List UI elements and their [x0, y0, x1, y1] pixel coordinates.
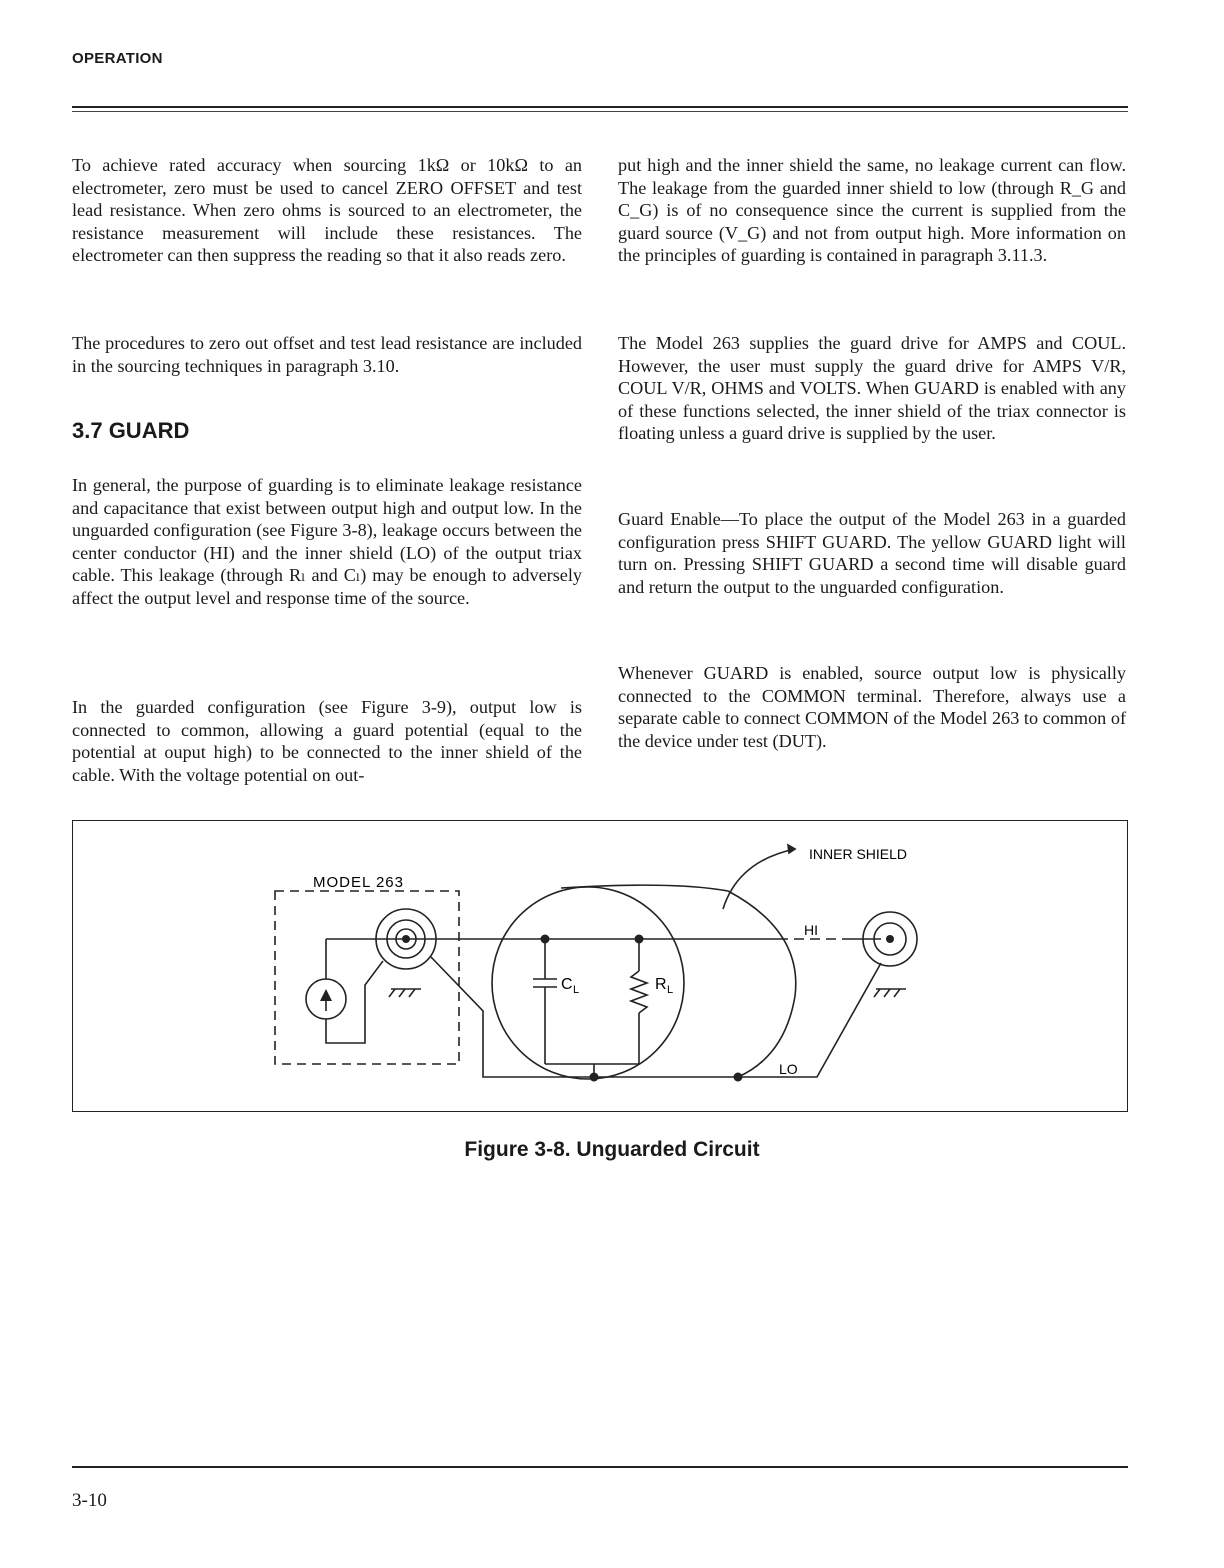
lo-label: LO [779, 1061, 798, 1077]
left-paragraph-guarded-config: In the guarded configuration (see Figure 3-9), output low is connected to common, allowing a guard potential (equal to the potential at ouput high) to be connected to the inner shield of the cable. With the voltage potential on out- [72, 697, 582, 785]
right-paragraph-guard-enable: Guard Enable—To place the output of the Model 263 in a guarded configuration press SHIFT GUARD. The yellow GUARD light will turn on. Pressing SHIFT GUARD a second time will disable guard and return the output to the unguarded configuration. [618, 509, 1126, 597]
rl-label: R [655, 976, 667, 993]
model-263-enclosure [275, 891, 459, 1064]
header-rule-thin [72, 111, 1128, 112]
current-arrow-icon [320, 989, 332, 1001]
page-number: 3-10 [72, 1490, 107, 1511]
figure-caption: Figure 3-8. Unguarded Circuit [464, 1138, 760, 1161]
left-paragraph-guarding-purpose: In general, the purpose of guarding is to eliminate leakage resistance and capacitance that exist between output high and output low. In the unguarded configuration (see Figure 3-8), leakage occurs between the center conductor (HI) and the inner shield (LO) of the output triax cable. This leakage (through Rₗ and Cₗ) may be enough to adversely affect the output level and response time of the source. [72, 475, 582, 608]
right-paragraph-common: Whenever GUARD is enabled, source output low is physically connected to the COMMON terminal. Therefore, always use a separate cable to connect COMMON of the Model 263 to common of the device under test (DUT). [618, 663, 1126, 751]
section-header: OPERATION [72, 50, 163, 67]
footer-rule [72, 1466, 1128, 1468]
hi-label: HI [804, 922, 818, 938]
left-paragraph-procedures: The procedures to zero out offset and test lead resistance are included in the sourcing techniques in paragraph 3.10. [72, 333, 582, 376]
cl-label: C [561, 976, 573, 993]
unguarded-circuit-figure [72, 820, 1128, 1112]
inner-shield-label: INNER SHIELD [809, 846, 908, 862]
model-label: MODEL 263 [313, 874, 404, 891]
section-heading-guard: 3.7 GUARD [72, 418, 190, 443]
cl-subscript: L [573, 984, 580, 996]
header-rule [72, 106, 1128, 108]
left-paragraph-zero-offset: To achieve rated accuracy when sourcing 1kΩ or 10kΩ to an electrometer, zero must be used to cancel ZERO OFFSET and test lead resistance. When zero ohms is sourced to an electrometer, the resistance measurement will include these resistances. The electrometer can then suppress the reading so that it also reads zero. [72, 155, 582, 266]
circuit-diagram [73, 821, 1127, 1111]
rl-subscript: L [667, 984, 674, 996]
right-paragraph-guard-drive: The Model 263 supplies the guard drive for AMPS and COUL. However, the user must supply the guard drive for AMPS V/R, COUL V/R, OHMS and VOLTS. When GUARD is enabled with any of these functions selected, the inner shield of the triax connector is floating unless a guard drive is supplied by the user. [618, 333, 1126, 444]
right-paragraph-leakage: put high and the inner shield the same, no leakage current can flow. The leakage from the guarded inner shield to low (through R_G and C_G) is of no consequence since the current is supplied from the guard source (V_G) and not from output high. More information on the principles of guarding is contained in paragraph 3.11.3. [618, 155, 1126, 266]
